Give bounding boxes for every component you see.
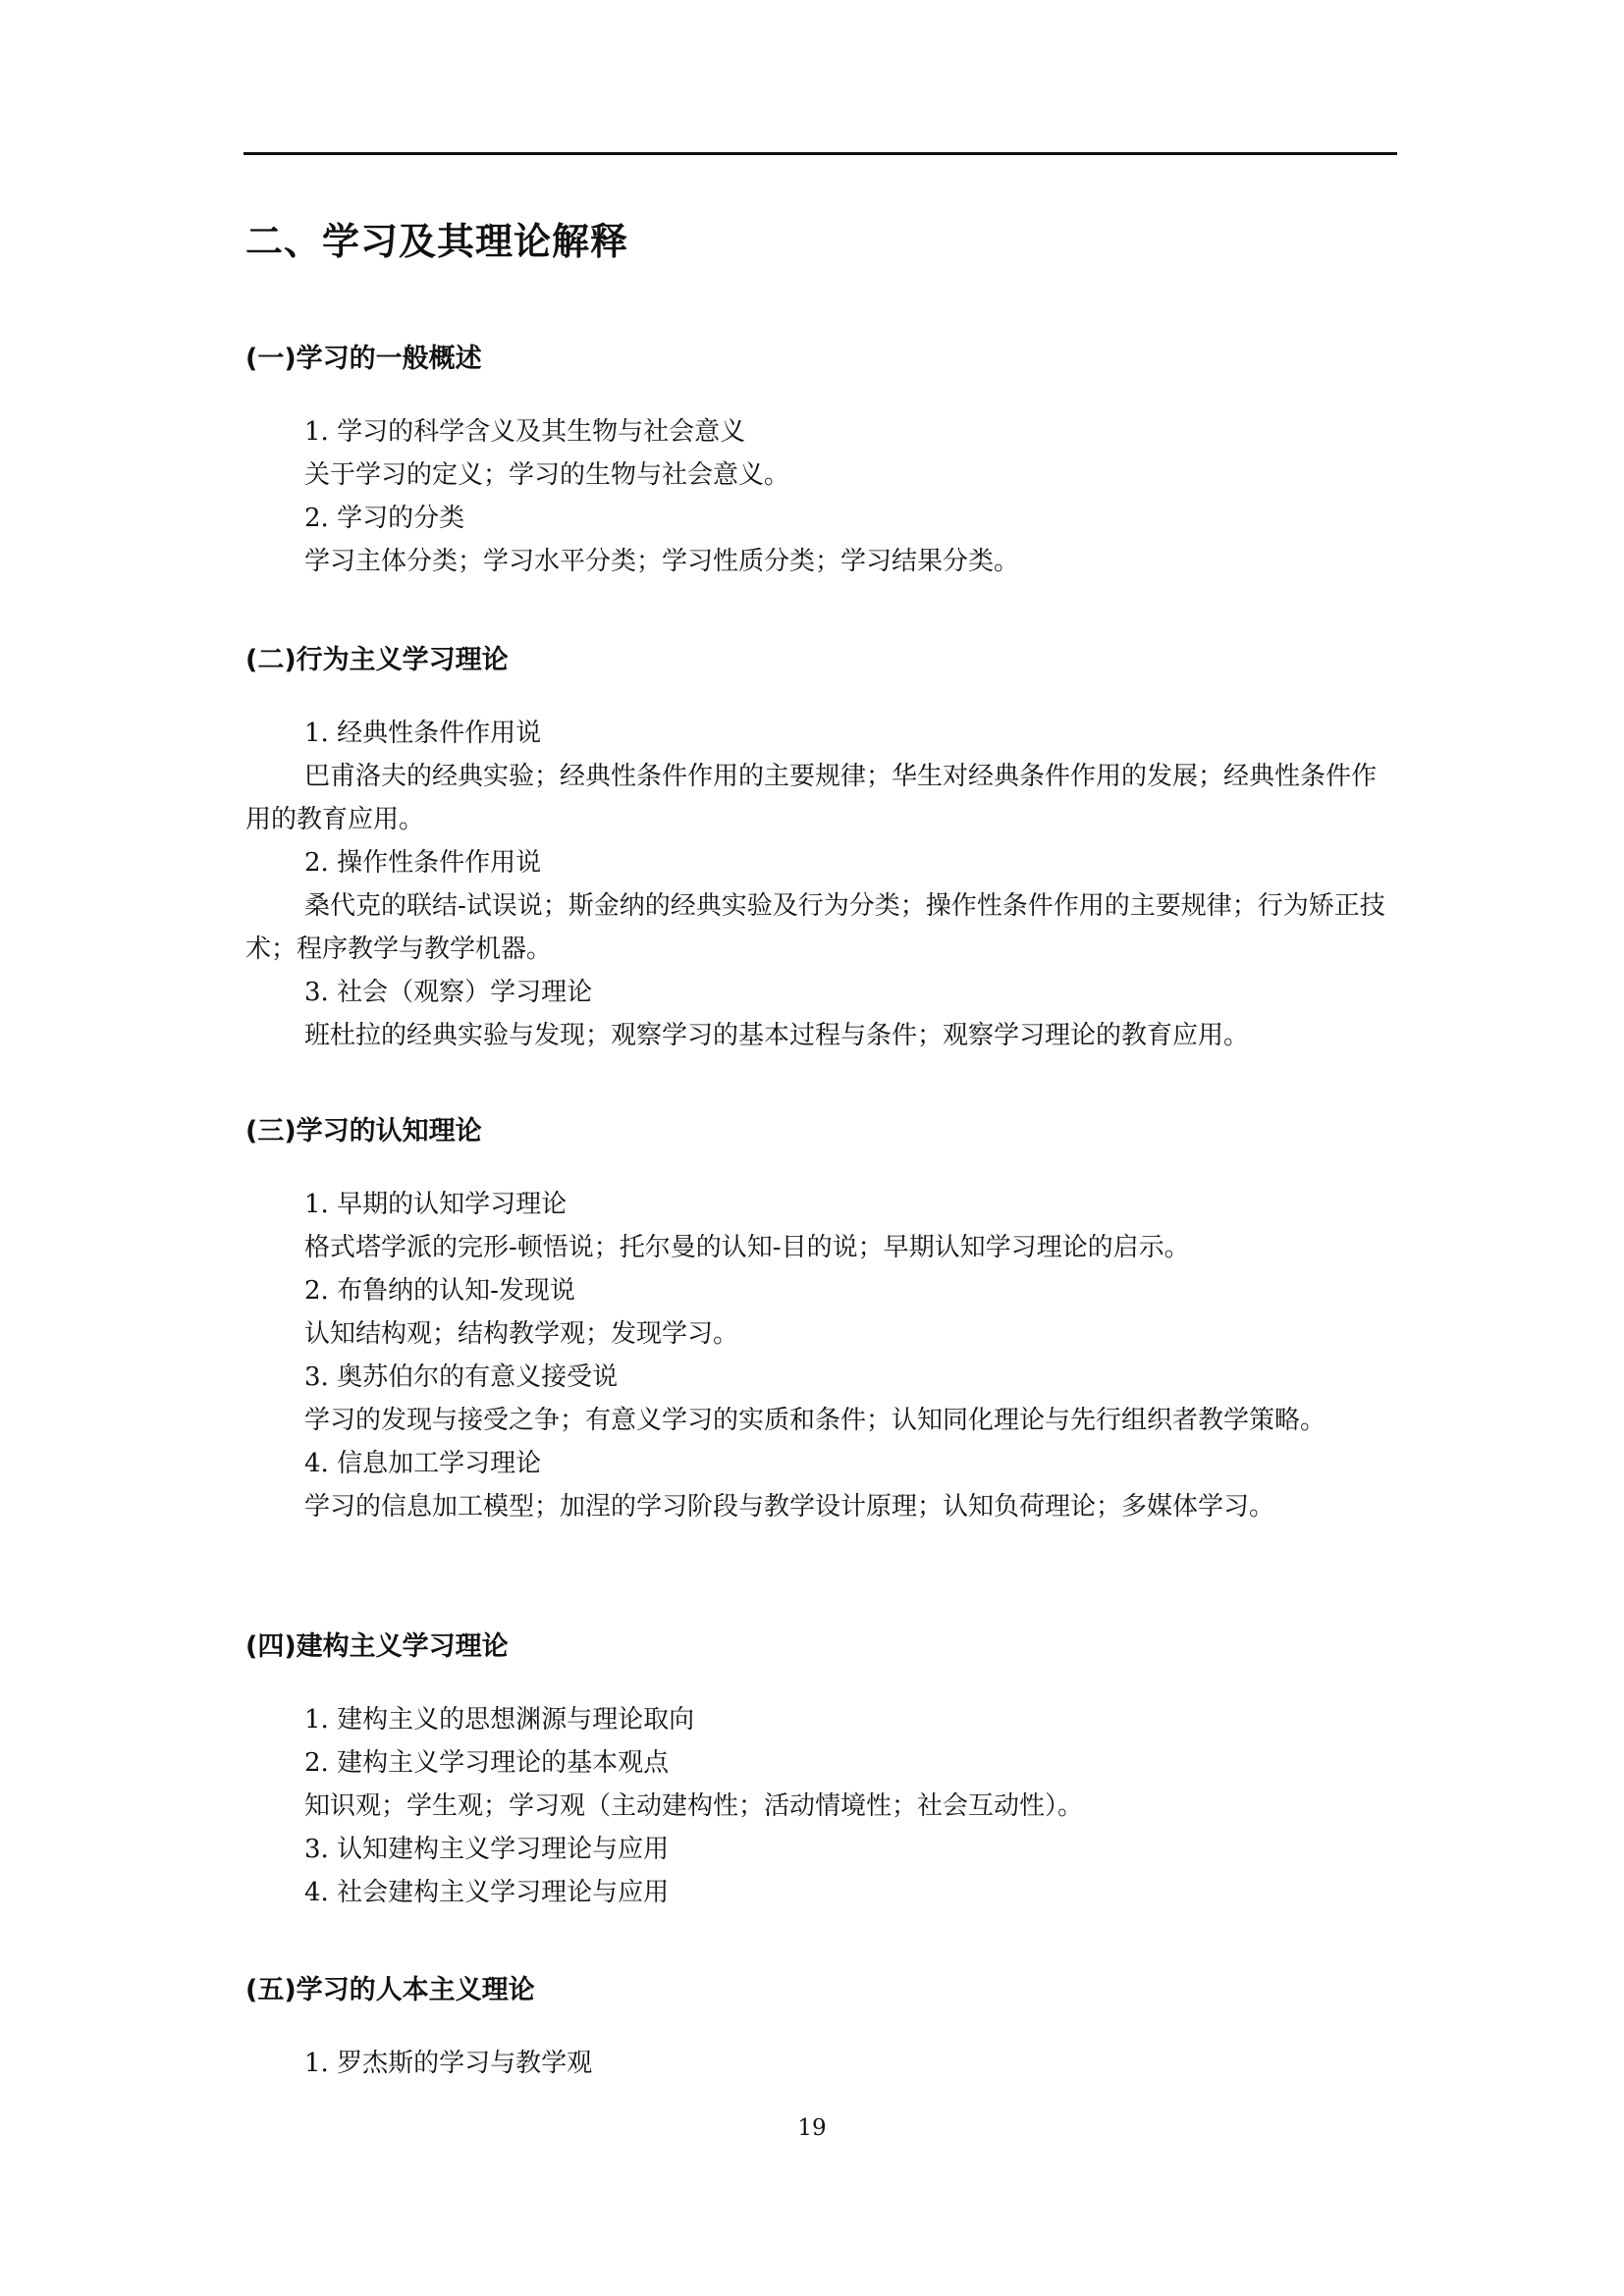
list-item: 1. 早期的认知学习理论 bbox=[304, 1190, 568, 1219]
section-humanism bbox=[245, 1969, 1399, 2085]
list-item: 2. 操作性条件作用说 bbox=[304, 848, 542, 878]
list-item: 关于学习的定义；学习的生物与社会意义。 bbox=[304, 460, 790, 490]
list-item: 3. 认知建构主义学习理论与应用 bbox=[304, 1835, 670, 1864]
list-item: 3. 奥苏伯尔的有意义接受说 bbox=[304, 1362, 619, 1392]
page-number: 19 bbox=[797, 2115, 827, 2141]
list-item: 2. 布鲁纳的认知-发现说 bbox=[304, 1276, 575, 1306]
section-body bbox=[245, 1698, 1399, 1914]
section-body bbox=[245, 2042, 1399, 2085]
section-cognitive-theory bbox=[245, 1110, 1399, 1528]
section-constructivism bbox=[245, 1626, 1399, 1914]
list-item: 知识观；学生观；学习观（主动建构性；活动情境性；社会互动性）。 bbox=[304, 1791, 1084, 1821]
list-item: 1. 学习的科学含义及其生物与社会意义 bbox=[304, 417, 746, 447]
paragraph: 学习的发现与接受之争；有意义学习的实质和条件；认知同化理论与先行组织者教学策略。 bbox=[304, 1406, 1326, 1435]
section-learning-overview bbox=[245, 338, 1399, 583]
section-heading: (一)学习的一般概述 bbox=[245, 344, 482, 374]
list-item: 1. 经典性条件作用说 bbox=[304, 719, 542, 748]
section-heading: (五)学习的人本主义理论 bbox=[245, 1975, 535, 2005]
header-rule bbox=[244, 152, 1397, 155]
section-behaviorism bbox=[245, 639, 1399, 1057]
list-item: 格式塔学派的完形-顿悟说；托尔曼的认知-目的说；早期认知学习理论的启示。 bbox=[304, 1233, 1190, 1262]
page-title: 二、学习及其理论解释 bbox=[245, 220, 629, 263]
list-item: 1. 罗杰斯的学习与教学观 bbox=[304, 2049, 593, 2078]
paragraph: 桑代克的联结-试误说；斯金纳的经典实验及行为分类；操作性条件作用的主要规律；行为矫正技术；程序教学与教学机器。 bbox=[245, 891, 1385, 964]
list-item: 4. 社会建构主义学习理论与应用 bbox=[304, 1878, 670, 1907]
list-item: 学习主体分类；学习水平分类；学习性质分类；学习结果分类。 bbox=[304, 547, 1020, 576]
list-item: 3. 社会（观察）学习理论 bbox=[304, 978, 593, 1007]
list-item: 2. 建构主义学习理论的基本观点 bbox=[304, 1748, 670, 1778]
section-body bbox=[245, 1183, 1399, 1528]
section-body bbox=[245, 410, 1399, 583]
list-item: 班杜拉的经典实验与发现；观察学习的基本过程与条件；观察学习理论的教育应用。 bbox=[304, 1021, 1250, 1050]
section-heading: (四)建构主义学习理论 bbox=[245, 1631, 509, 1662]
list-item: 2. 学习的分类 bbox=[304, 504, 465, 533]
section-heading: (二)行为主义学习理论 bbox=[245, 645, 509, 675]
section-heading: (三)学习的认知理论 bbox=[245, 1116, 482, 1147]
section-body bbox=[245, 712, 1399, 1057]
list-item: 认知结构观；结构教学观；发现学习。 bbox=[304, 1319, 739, 1349]
list-item: 1. 建构主义的思想渊源与理论取向 bbox=[304, 1705, 695, 1735]
paragraph: 巴甫洛夫的经典实验；经典性条件作用的主要规律；华生对经典条件作用的发展；经典性条件作用的教育应用。 bbox=[245, 762, 1378, 834]
list-item: 4. 信息加工学习理论 bbox=[304, 1449, 542, 1478]
list-item: 学习的信息加工模型；加涅的学习阶段与教学设计原理；认知负荷理论；多媒体学习。 bbox=[304, 1492, 1275, 1522]
